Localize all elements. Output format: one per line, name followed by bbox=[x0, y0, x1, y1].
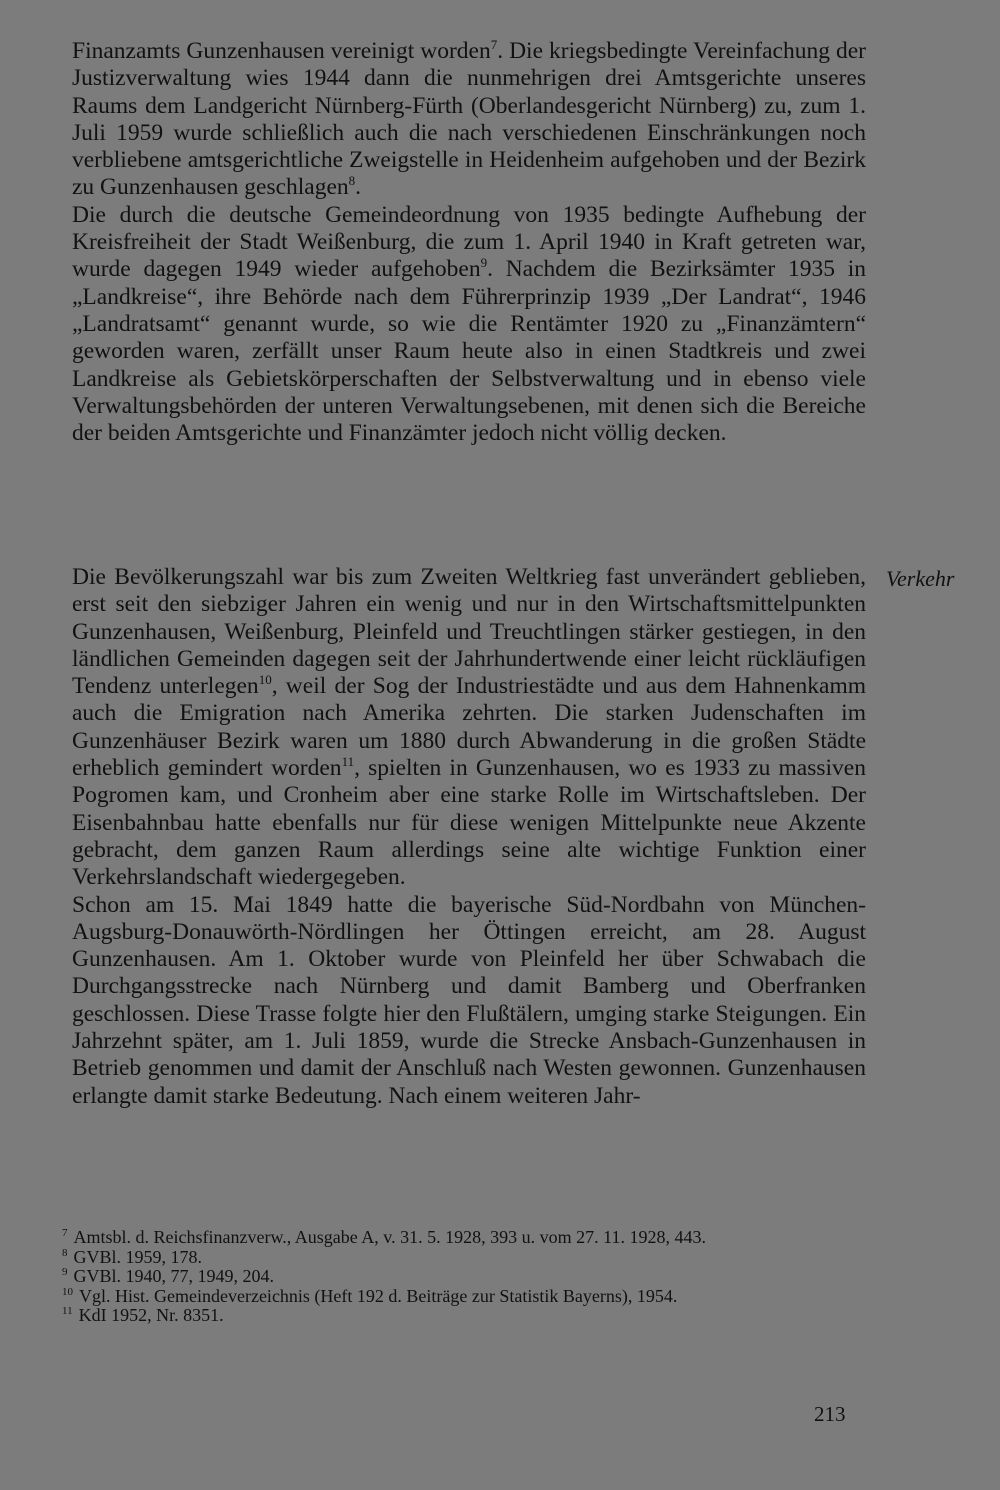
paragraph bbox=[72, 202, 866, 448]
footnote-number: 8 bbox=[62, 1246, 68, 1259]
paragraph-text: , weil der Sog der Industriestädte und aus dem Hahnenkamm auch die Emigration nach Amerika zehrten. Die starken Judenschaften im Gunzenhäuser Bezirk waren um 1880 durch Abwanderung in die großen Städte erheblich gemindert worden bbox=[72, 673, 867, 782]
footnote bbox=[62, 1248, 872, 1268]
footnote-text: Vgl. Hist. Gemeindeverzeichnis (Heft 192 d. Beiträge zur Statistik Bayerns), 1954. bbox=[79, 1285, 678, 1306]
footnote-text: KdI 1952, Nr. 8351. bbox=[78, 1305, 224, 1325]
page-number: 213 bbox=[814, 1402, 846, 1426]
footnote-number: 11 bbox=[62, 1305, 73, 1317]
paragraph bbox=[72, 38, 866, 202]
footnote-reference: 10 bbox=[258, 672, 272, 688]
footnote-reference: 7 bbox=[490, 37, 498, 53]
footnote bbox=[62, 1287, 872, 1307]
paragraph-text: . bbox=[355, 174, 362, 201]
paragraph-text: , spielten in Gunzenhausen, wo es 1933 zu massiven Pogromen kam, und Cronheim aber eine starke Rolle im Wirtschaftsleben. Der Eisenbahnbau hatte ebenfalls nur für diese wenigen Mittelpunkte neue Akzente gebracht, dem ganzen Raum allerdings seine alte wichtige Funktion einer Verkehrslandschaft wiedergegeben. bbox=[72, 755, 866, 891]
margin-note: Verkehr bbox=[886, 566, 955, 591]
paragraph-text: . Die kriegsbedingte Vereinfachung der Justizverwaltung wies 1944 dann die nunmehrigen drei Amtsgerichte unseres Raums dem Landgericht Nürnberg-Fürth (Oberlandesgericht Nürnberg) zu, zum 1. Juli 1959 wurde schließlich auch die nach verschiedenen Einschränkungen noch verbliebene amtsgerichtliche Zweigstelle in Heidenheim aufgehoben und der Bezirk zu Gunzenhausen geschlagen bbox=[72, 38, 866, 201]
paragraph bbox=[72, 564, 866, 892]
footnote-number: 9 bbox=[62, 1266, 68, 1278]
footnote-reference: 9 bbox=[480, 255, 488, 271]
footnote-text: GVBl. 1940, 77, 1949, 204. bbox=[73, 1266, 275, 1286]
footnote bbox=[62, 1228, 872, 1248]
footnote bbox=[62, 1306, 872, 1326]
body-text-lower bbox=[72, 564, 866, 1110]
paragraph-text: Finanzamts Gunzenhausen vereinigt worden bbox=[72, 38, 491, 64]
body-text-upper bbox=[72, 38, 866, 447]
footnote bbox=[62, 1267, 872, 1287]
footnote-number: 7 bbox=[62, 1227, 68, 1239]
footnote-reference: 11 bbox=[341, 754, 355, 770]
paragraph bbox=[72, 892, 866, 1110]
footnotes bbox=[62, 1228, 872, 1326]
footnote-text: GVBl. 1959, 178. bbox=[73, 1246, 203, 1267]
footnote-reference: 8 bbox=[348, 173, 356, 189]
paragraph-text: Schon am 15. Mai 1849 hatte die bayerische Süd-Nordbahn von München-Augsburg-Donauwörth-Nördlingen her Öttingen erreicht, am 28. August Gunzenhausen. Am 1. Oktober wurde von Pleinfeld her über Schwabach die Durchgangsstrecke nach Nürnberg und damit Bamberg und Oberfranken geschlossen. Diese Trasse folgte hier den Flußtälern, umging starke Steigungen. Ein Jahrzehnt später, am 1. Juli 1859, wurde die Strecke Ansbach-Gunzenhausen in Betrieb genommen und damit der Anschluß nach Westen gewonnen. Gunzenhausen erlangte damit starke Bedeutung. Nach einem weiteren Jahr- bbox=[72, 891, 866, 1109]
paragraph-text: Die durch die deutsche Gemeindeordnung von 1935 bedingte Aufhebung der Kreisfreiheit der Stadt Weißenburg, die zum 1. April 1940 in Kraft getreten war, wurde dagegen 1949 wieder aufgehoben bbox=[72, 201, 866, 283]
paragraph-text: Die Bevölkerungszahl war bis zum Zweiten Weltkrieg fast unverändert geblieben, erst seit den siebziger Jahren ein wenig und nur in den Wirtschaftsmittelpunkten Gunzenhausen, Weißenburg, Pleinfeld und Treuchtlingen stärker gestiegen, in den ländlichen Gemeinden dagegen seit der Jahrhundertwende einer leicht rückläufigen Tendenz unterlegen bbox=[72, 564, 866, 700]
footnote-text: Amtsbl. d. Reichsfinanzverw., Ausgabe A, v. 31. 5. 1928, 393 u. vom 27. 11. 1928, 443. bbox=[73, 1227, 706, 1247]
footnote-number: 10 bbox=[62, 1285, 73, 1298]
paragraph-text: . Nachdem die Bezirksämter 1935 in „Landkreise“, ihre Behörde nach dem Führerprinzip 1939 „Der Landrat“, 1946 „Landratsamt“ genannt wurde, so wie die Rentämter 1920 zu „Finanzämtern“ geworden waren, zerfällt unser Raum heute also in einen Stadtkreis und zwei Landkreise als Gebietskörperschaften der Selbstverwaltung und in ebenso viele Verwaltungsbehörden der unteren Verwaltungsebenen, mit denen sich die Bereiche der beiden Amtsgerichte und Finanzämter jedoch nicht völlig decken. bbox=[72, 256, 867, 447]
